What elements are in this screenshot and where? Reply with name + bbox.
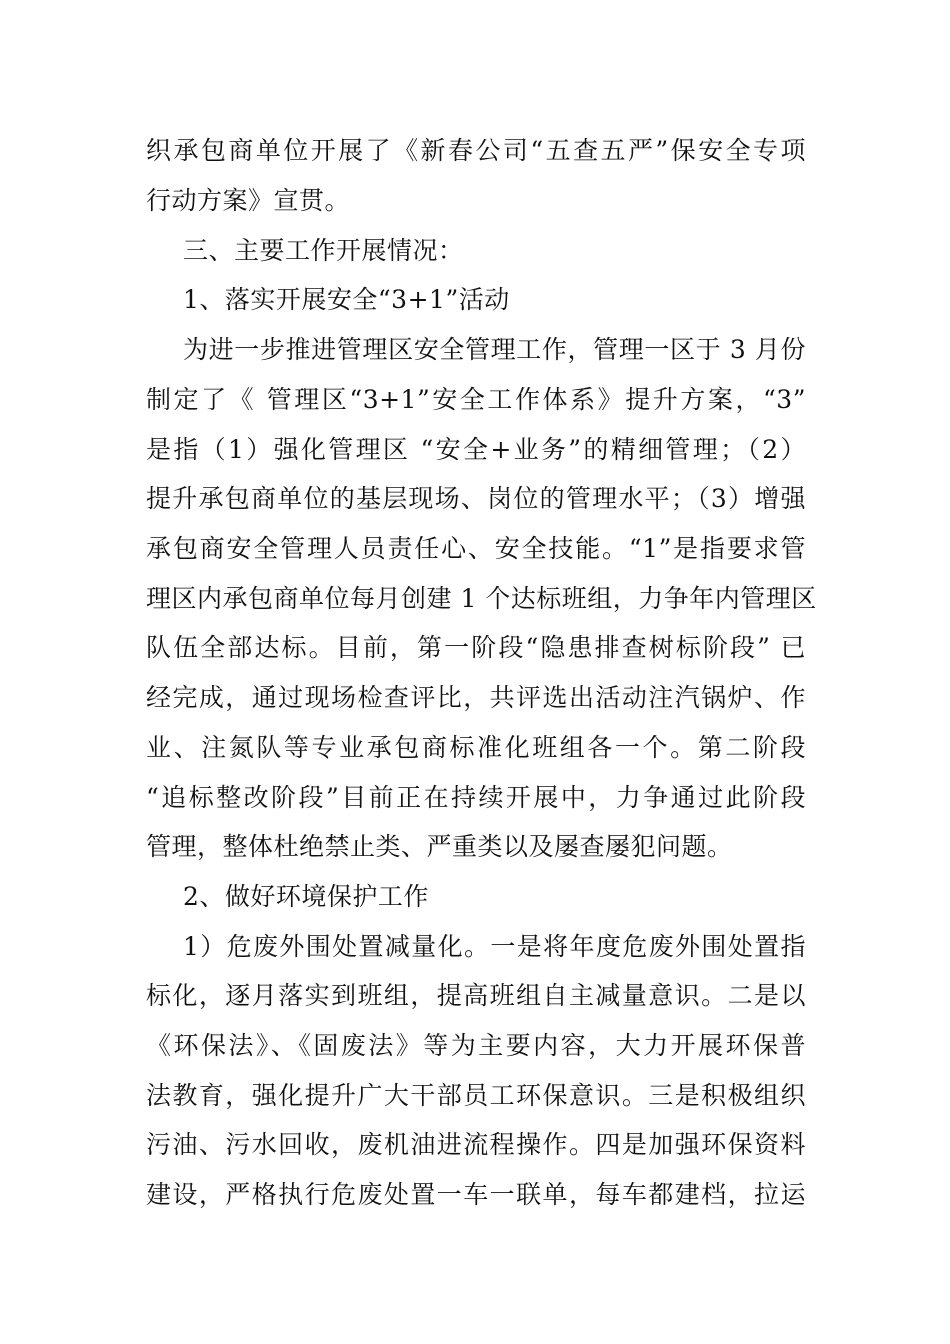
text-line: 是指（1）强化管理区 “安全+业务”的精细管理；（2） xyxy=(146,435,806,464)
text-line: 业、注氮队等专业承包商标准化班组各一个。第二阶段 xyxy=(146,733,806,762)
text-line: 《环保法》、《固废法》等为主要内容，大力开展环保普 xyxy=(146,1031,806,1060)
text-line: 建设，严格执行危废处置一车一联单，每车都建档，拉运 xyxy=(146,1180,806,1209)
text-line: 为进一步推进管理区安全管理工作，管理一区于 3 月份 xyxy=(183,335,806,364)
text-line: 法教育，强化提升广大干部员工环保意识。三是积极组织 xyxy=(146,1081,806,1110)
text-line: 承包商安全管理人员责任心、安全技能。“1”是指要求管 xyxy=(146,534,806,563)
subsection-heading: 1、落实开展安全“3+1”活动 xyxy=(183,285,510,314)
text-line: 队伍全部达标。目前，第一阶段“隐患排查树标阶段” 已 xyxy=(146,633,806,662)
text-line: “追标整改阶段”目前正在持续开展中，力争通过此阶段 xyxy=(146,783,806,812)
text-line: 行动方案》宣贯。 xyxy=(146,186,351,215)
subsection-heading: 2、做好环境保护工作 xyxy=(183,882,429,911)
text-line: 污油、污水回收，废机油进流程操作。四是加强环保资料 xyxy=(146,1130,806,1159)
text-line: 管理，整体杜绝禁止类、严重类以及屡查屡犯问题。 xyxy=(146,832,733,861)
text-line: 1）危废外围处置减量化。一是将年度危废外围处置指 xyxy=(183,932,806,961)
text-line: 理区内承包商单位每月创建 1 个达标班组，力争年内管理区 xyxy=(146,584,817,613)
text-line: 经完成，通过现场检查评比，共评选出活动注汽锅炉、作 xyxy=(146,683,806,712)
text-line: 标化，逐月落实到班组，提高班组自主减量意识。二是以 xyxy=(146,981,806,1010)
text-line: 提升承包商单位的基层现场、岗位的管理水平；（3）增强 xyxy=(146,484,806,513)
section-heading: 三、主要工作开展情况： xyxy=(183,236,464,265)
text-line: 织承包商单位开展了《新春公司“五查五严”保安全专项 xyxy=(146,136,806,165)
text-line: 制定了《 管理区“3+1”安全工作体系》提升方案，“3” xyxy=(146,385,806,414)
